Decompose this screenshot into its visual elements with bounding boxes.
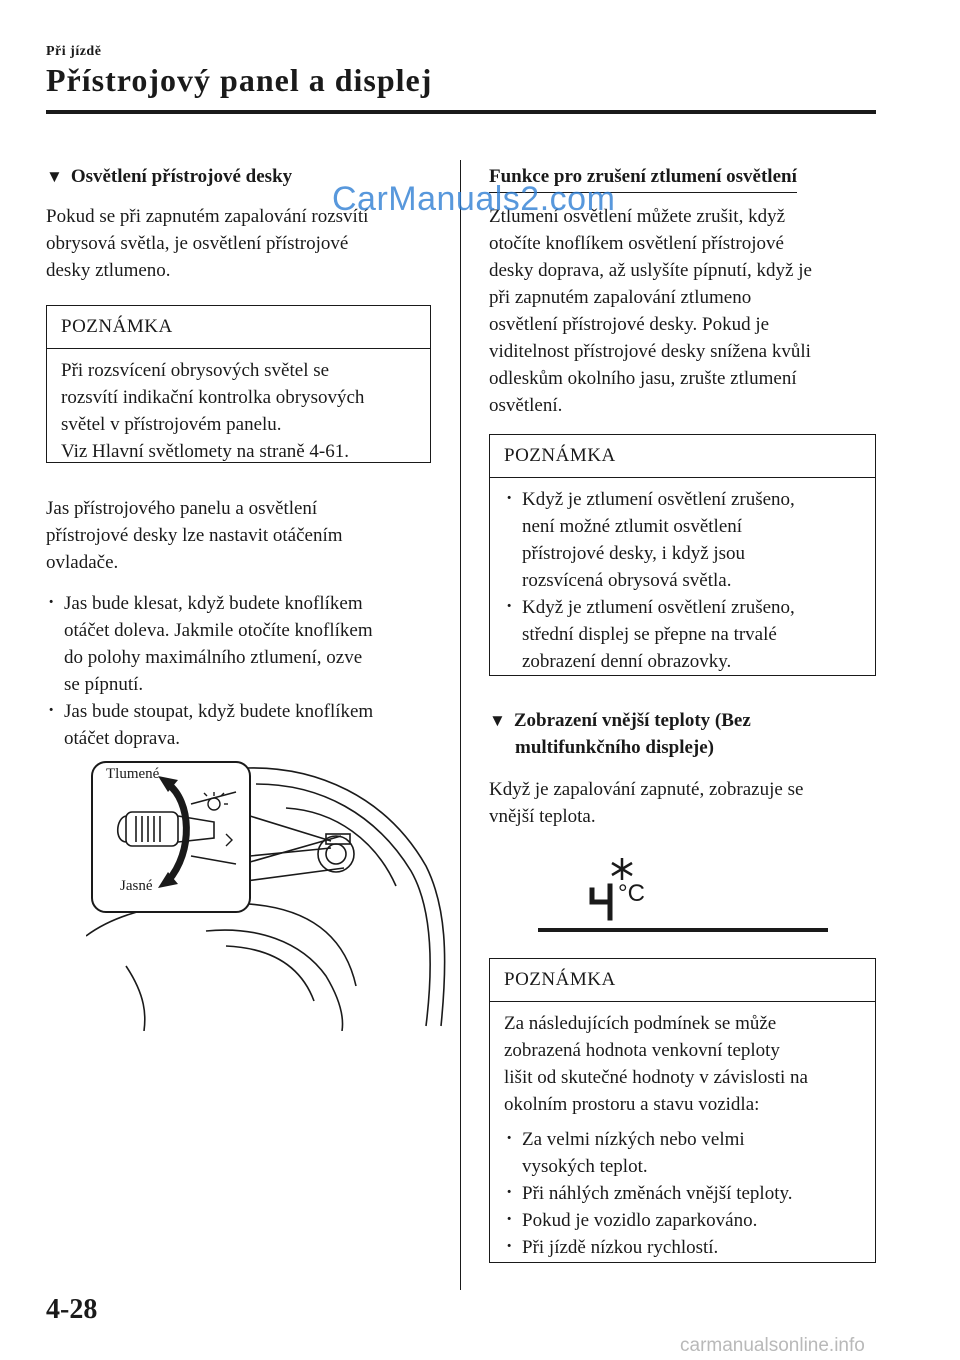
text-line: Když je zapalování zapnuté, zobrazuje se xyxy=(489,779,804,800)
label-bright: Jasné xyxy=(120,878,153,894)
snowflake-icon xyxy=(612,858,632,880)
text-line: osvětlení. xyxy=(489,395,563,416)
text-line: přístrojové desky, i když jsou xyxy=(522,543,746,564)
text-line: okolním prostoru a stavu vozidla: xyxy=(504,1094,760,1115)
text-line: · Jas bude klesat, když budete knoflíkem xyxy=(64,593,363,614)
list-item xyxy=(46,590,446,698)
text-line: desky ztlumeno. xyxy=(46,260,171,281)
subheading-cancel-dimming: Funkce pro zrušení ztlumení osvětlení xyxy=(489,163,797,193)
text-line: při zapnutém zapalování ztlumeno xyxy=(489,287,752,308)
heading-text: Osvětlení přístrojové desky xyxy=(70,166,293,187)
text-line: Jas přístrojového panelu a osvětlení xyxy=(46,498,318,519)
list-item xyxy=(504,594,861,675)
text-line: rozsvícená obrysová světla. xyxy=(522,570,732,591)
note-bullets xyxy=(504,486,861,675)
triangle-bullet-icon: ▼ xyxy=(489,711,506,730)
text-line: · Když je ztlumení osvětlení zrušeno, xyxy=(522,489,795,510)
note-body xyxy=(490,478,875,683)
temperature-display xyxy=(586,852,656,922)
section-heading-instrument-lighting xyxy=(46,163,292,190)
note-title: POZNÁMKA xyxy=(47,306,430,349)
list-item: · Při náhlých změnách vnější teploty. xyxy=(504,1180,861,1207)
section-label: Při jízdě xyxy=(46,44,102,59)
text-line: lišit od skutečné hodnoty v závislosti na xyxy=(504,1067,808,1088)
note-box-1 xyxy=(46,305,431,463)
text-line: do polohy maximálního ztlumení, ozve xyxy=(64,647,363,668)
text-line: vysokých teplot. xyxy=(522,1156,648,1177)
note-bullets xyxy=(504,1126,861,1261)
text-line: Pokud se při zapnutém zapalování rozsvítí xyxy=(46,206,369,227)
text-line: odleskům okolního jasu, zrušte ztlumení xyxy=(489,368,797,389)
heading-text: multifunkčního displeje) xyxy=(515,737,715,758)
text-line: Při rozsvícení obrysových světel se xyxy=(61,360,330,381)
page-number: 4-28 xyxy=(46,1294,98,1325)
text-line: světel v přístrojovém panelu. xyxy=(61,414,282,435)
list-item xyxy=(504,486,861,594)
text-line: Za následujících podmínek se může xyxy=(504,1013,777,1034)
text-line: Ztlumení osvětlení můžete zrušit, když xyxy=(489,206,786,227)
text-line: viditelnost přístrojové desky snížena kvůli xyxy=(489,341,811,362)
triangle-bullet-icon: ▼ xyxy=(46,167,63,186)
watermark: CarManuals2.com xyxy=(332,180,616,218)
note-box-2 xyxy=(489,434,876,676)
text-line: zobrazení denní obrazovky. xyxy=(522,651,732,672)
text-line: Viz Hlavní světlomety na straně 4-61. xyxy=(61,441,350,462)
text-line: přístrojové desky lze nastavit otáčením xyxy=(46,525,343,546)
text-line: otočíte knoflíkem osvětlení přístrojové xyxy=(489,233,784,254)
text-line: otáčet doprava. xyxy=(64,728,181,749)
note-body xyxy=(47,349,430,473)
section-heading-outside-temp xyxy=(489,707,751,761)
temperature-unit: °C xyxy=(618,880,645,907)
note-body xyxy=(490,1002,875,1269)
note-box-3 xyxy=(489,958,876,1263)
list-item xyxy=(504,1126,861,1180)
footer-watermark: carmanualsonline.info xyxy=(680,1335,865,1356)
brightness-paragraph xyxy=(46,495,446,576)
text-line: ovladače. xyxy=(46,552,119,573)
label-dimmed: Tlumené xyxy=(106,766,160,782)
column-divider xyxy=(460,160,461,1290)
text-line: obrysová světla, je osvětlení přístrojové xyxy=(46,233,349,254)
text-line: vnější teplota. xyxy=(489,806,596,827)
display-baseline xyxy=(538,928,828,932)
text-line: · Za velmi nízkých nebo velmi xyxy=(522,1129,745,1150)
note-title: POZNÁMKA xyxy=(490,435,875,478)
heading-text: Zobrazení vnější teploty (Bez xyxy=(513,710,751,731)
header-rule xyxy=(46,110,876,114)
list-item xyxy=(46,698,446,752)
text-line: osvětlení přístrojové desky. Pokud je xyxy=(489,314,770,335)
text-line: desky doprava, až uslyšíte pípnutí, když je xyxy=(489,260,812,281)
brightness-bullets xyxy=(46,590,446,752)
note-title: POZNÁMKA xyxy=(490,959,875,1002)
text-line: se pípnutí. xyxy=(64,674,144,695)
text-line: zobrazená hodnota venkovní teploty xyxy=(504,1040,780,1061)
outside-temp-paragraph xyxy=(489,776,889,830)
page-title: Přístrojový panel a displej xyxy=(46,62,433,98)
text-line: · Jas bude stoupat, když budete knoflíkem xyxy=(64,701,374,722)
text-line: střední displej se přepne na trvalé xyxy=(522,624,777,645)
text-line: rozsvítí indikační kontrolka obrysových xyxy=(61,387,365,408)
text-line: · Když je ztlumení osvětlení zrušeno, xyxy=(522,597,795,618)
dimmer-knob-illustration xyxy=(86,756,456,1031)
list-item: · Pokud je vozidlo zaparkováno. xyxy=(504,1207,861,1234)
cancel-dimming-paragraph xyxy=(489,203,889,419)
text-line: otáčet doleva. Jakmile otočíte knoflíkem xyxy=(64,620,373,641)
text-line: není možné ztlumit osvětlení xyxy=(522,516,743,537)
list-item: · Při jízdě nízkou rychlostí. xyxy=(504,1234,861,1261)
